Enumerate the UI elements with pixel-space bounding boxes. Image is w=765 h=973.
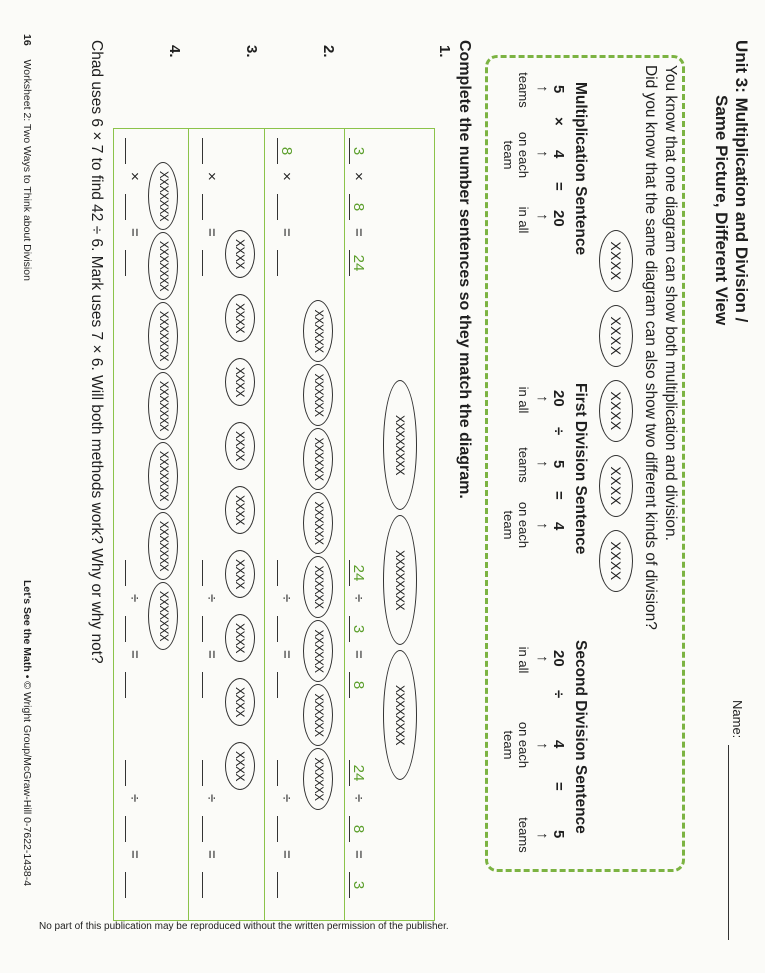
mult-label-a: teams — [516, 72, 531, 108]
equals-sign: = — [203, 850, 220, 859]
problem-group: XXXXXXX — [148, 232, 178, 300]
name-label: Name: — [730, 700, 745, 739]
equals-sign: = — [203, 650, 220, 659]
page-number: 16 — [21, 34, 33, 46]
problem-group: XXXXXXX — [148, 442, 178, 510]
div2-b: 4 — [550, 740, 567, 749]
row-divider — [344, 128, 345, 921]
div2-label-c: teams — [516, 817, 531, 853]
multiplication-heading: Multiplication Sentence — [572, 82, 589, 256]
problem-group: XXXXXX — [303, 428, 333, 490]
problem-group: XXXXXX — [303, 492, 333, 554]
example-group: XXXX — [599, 380, 633, 442]
answer-blank[interactable] — [277, 616, 295, 642]
answer-blank[interactable]: 24 — [349, 760, 367, 786]
answer-blank[interactable] — [277, 760, 295, 786]
equals-sign: = — [278, 850, 295, 859]
answer-blank[interactable] — [277, 872, 295, 898]
answer-blank[interactable] — [202, 250, 220, 276]
problem-number: 1. — [436, 45, 453, 58]
divide-sign: ÷ — [126, 794, 143, 803]
divide-sign: ÷ — [203, 594, 220, 603]
answer-blank[interactable] — [277, 560, 295, 586]
divide-sign: ÷ — [278, 594, 295, 603]
problem-group: XXXX — [225, 486, 255, 534]
footer-right — [21, 580, 33, 886]
worksheet-name: Worksheet 2: Two Ways to Think about Division — [21, 59, 33, 281]
mult-label-b: on each team — [501, 131, 531, 179]
answer-blank[interactable] — [202, 760, 220, 786]
times-sign: × — [203, 172, 220, 181]
row-divider — [264, 128, 265, 921]
divide-sign: ÷ — [278, 794, 295, 803]
series-name: Let's See the Math — [21, 580, 33, 672]
problem-group: XXXX — [225, 294, 255, 342]
answer-blank[interactable] — [277, 672, 295, 698]
permission-notice: No part of this publication may be reproduced without the written permission of the publisher. — [39, 921, 449, 932]
arrow-icon: ↑ — [534, 395, 551, 403]
arrow-icon: ↑ — [534, 522, 551, 530]
answer-blank[interactable] — [125, 138, 143, 164]
mult-c: 20 — [550, 210, 567, 227]
answer-blank[interactable]: 8 — [349, 672, 367, 698]
problem-group: XXXXXX — [303, 684, 333, 746]
second-division-heading: Second Division Sentence — [572, 640, 589, 834]
divide-sign: ÷ — [350, 794, 367, 803]
problem-group: XXXXXX — [303, 556, 333, 618]
unit-title: Unit 3: Multiplication and Division / — [732, 40, 751, 323]
div1-label-b: teams — [516, 447, 531, 483]
equals-sign: = — [203, 228, 220, 237]
answer-blank[interactable] — [125, 816, 143, 842]
equals-sign: = — [350, 228, 367, 237]
equals-sign: = — [126, 850, 143, 859]
reflection-question: Chad uses 6 × 7 to find 42 ÷ 6. Mark uses 7 × 6. Will both methods work? Why or why not? — [88, 40, 105, 664]
answer-blank[interactable]: 8 — [349, 816, 367, 842]
answer-blank[interactable] — [277, 194, 295, 220]
example-group: XXXX — [599, 230, 633, 292]
div2-label-b: on each team — [501, 721, 531, 769]
times-sign: × — [126, 172, 143, 181]
answer-blank[interactable] — [202, 872, 220, 898]
answer-blank[interactable]: 24 — [349, 560, 367, 586]
div1-label-c: on each team — [501, 501, 531, 549]
answer-blank[interactable] — [125, 560, 143, 586]
problem-group: XXXXXXXX — [383, 380, 417, 510]
problem-group: XXXXXXX — [148, 512, 178, 580]
div2-label-a: in all — [516, 646, 531, 674]
div2-c: 5 — [550, 830, 567, 839]
div1-b: 5 — [550, 460, 567, 469]
arrow-icon: ↑ — [534, 460, 551, 468]
answer-blank[interactable] — [202, 194, 220, 220]
div2-eq: = — [550, 782, 567, 791]
div1-c: 4 — [550, 522, 567, 531]
answer-blank[interactable]: 3 — [349, 616, 367, 642]
mult-b: 4 — [550, 150, 567, 159]
div1-label-a: in all — [516, 386, 531, 414]
problem-group: XXXXXX — [303, 748, 333, 810]
mult-label-c: in all — [516, 206, 531, 234]
problem-number: 4. — [166, 45, 183, 58]
arrow-icon: ↑ — [534, 85, 551, 93]
arrow-icon: ↑ — [534, 742, 551, 750]
problem-group: XXXX — [225, 550, 255, 598]
answer-blank[interactable] — [202, 560, 220, 586]
answer-blank[interactable] — [125, 250, 143, 276]
problem-group: XXXXXX — [303, 300, 333, 362]
arrow-icon: ↑ — [534, 150, 551, 158]
problem-number: 3. — [243, 45, 260, 58]
problem-number: 2. — [320, 45, 337, 58]
row-divider — [188, 128, 189, 921]
times-sign: × — [350, 172, 367, 181]
intro-line-1: You know that one diagram can show both multiplication and division. — [662, 65, 679, 541]
divide-sign: ÷ — [203, 794, 220, 803]
div1-op: ÷ — [550, 427, 567, 436]
answer-blank[interactable] — [125, 616, 143, 642]
answer-blank[interactable] — [125, 760, 143, 786]
problem-group: XXXXXXX — [148, 582, 178, 650]
answer-blank[interactable] — [125, 672, 143, 698]
problem-group: XXXXXX — [303, 364, 333, 426]
problem-group: XXXXXXXX — [383, 650, 417, 780]
problem-group: XXXXXXXX — [383, 515, 417, 645]
equals-sign: = — [278, 228, 295, 237]
divide-sign: ÷ — [350, 594, 367, 603]
instructions: Complete the number sentences so they match the diagram. — [456, 40, 473, 499]
arrow-icon: ↑ — [534, 832, 551, 840]
name-line — [728, 745, 729, 940]
problem-group: XXXXXX — [303, 620, 333, 682]
div1-a: 20 — [550, 390, 567, 407]
answer-blank[interactable] — [277, 250, 295, 276]
answer-blank[interactable]: 24 — [349, 250, 367, 276]
equals-sign: = — [350, 650, 367, 659]
equals-sign: = — [350, 850, 367, 859]
answer-blank[interactable] — [202, 138, 220, 164]
footer-left — [21, 34, 33, 281]
answer-blank[interactable] — [202, 816, 220, 842]
example-group: XXXX — [599, 455, 633, 517]
arrow-icon: ↑ — [534, 655, 551, 663]
answer-blank[interactable] — [125, 194, 143, 220]
problem-group: XXXX — [225, 230, 255, 278]
unit-subtitle: Same Picture, Different View — [712, 95, 731, 326]
problem-group: XXXX — [225, 358, 255, 406]
problem-group: XXXX — [225, 614, 255, 662]
first-division-heading: First Division Sentence — [572, 383, 589, 555]
problem-group: XXXXXXX — [148, 372, 178, 440]
div2-a: 20 — [550, 650, 567, 667]
answer-blank[interactable]: 3 — [349, 138, 367, 164]
answer-blank[interactable]: 8 — [349, 194, 367, 220]
equals-sign: = — [126, 650, 143, 659]
answer-blank[interactable]: 3 — [349, 872, 367, 898]
problem-group: XXXXXXX — [148, 162, 178, 230]
example-group: XXXX — [599, 530, 633, 592]
problem-group: XXXX — [225, 422, 255, 470]
mult-a: 5 — [550, 85, 567, 94]
equals-sign: = — [278, 650, 295, 659]
intro-line-2: Did you know that the same diagram can also show two different kinds of division? — [642, 65, 659, 630]
answer-blank[interactable] — [202, 616, 220, 642]
div1-eq: = — [550, 491, 567, 500]
arrow-icon: ↑ — [534, 213, 551, 221]
example-group: XXXX — [599, 305, 633, 367]
equals-sign: = — [126, 228, 143, 237]
divide-sign: ÷ — [126, 594, 143, 603]
answer-blank[interactable] — [202, 672, 220, 698]
problem-group: XXXX — [225, 742, 255, 790]
answer-blank[interactable] — [125, 872, 143, 898]
answer-blank[interactable]: 8 — [277, 138, 295, 164]
answer-blank[interactable] — [277, 816, 295, 842]
copyright: • © Wright Group/McGraw-Hill 0-7622-1438-4 — [21, 671, 33, 887]
mult-op: × — [550, 117, 567, 126]
div2-op: ÷ — [550, 690, 567, 699]
mult-eq: = — [550, 182, 567, 191]
problem-group: XXXX — [225, 678, 255, 726]
problem-group: XXXXXXX — [148, 302, 178, 370]
times-sign: × — [278, 172, 295, 181]
